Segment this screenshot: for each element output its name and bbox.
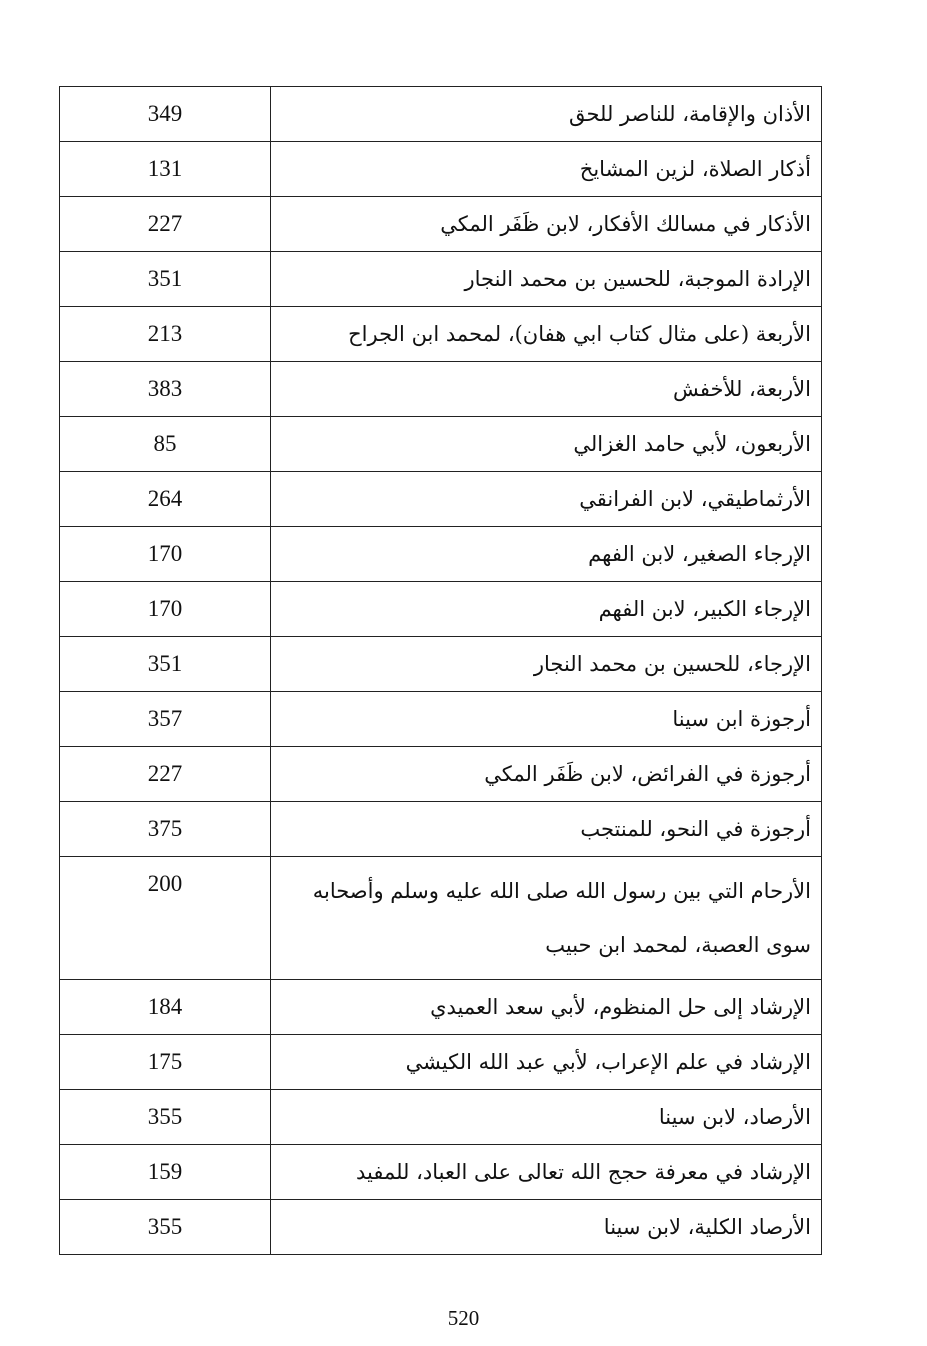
page-cell (60, 87, 271, 142)
page-ref: 85 (153, 431, 177, 456)
table-row (60, 472, 822, 527)
page-ref: 383 (147, 376, 183, 401)
title-cell: أرجوزة في الفرائض، لابن ظَفَر المكي (271, 747, 822, 802)
index-table-body (60, 87, 822, 1255)
page-cell (60, 582, 271, 637)
table-row (60, 637, 822, 692)
table-row (60, 582, 822, 637)
table-row (60, 1145, 822, 1200)
table-row (60, 857, 822, 980)
page-cell (60, 142, 271, 197)
title-cell: الأربعة (على مثال كتاب ابي هفان)، لمحمد ابن الجراح (271, 307, 822, 362)
page-ref: 200 (147, 871, 183, 896)
title-cell: الأرصاد الكلية، لابن سينا (271, 1200, 822, 1255)
page-ref: 355 (147, 1104, 183, 1129)
page-ref: 170 (147, 541, 183, 566)
page-cell (60, 307, 271, 362)
table-row (60, 362, 822, 417)
table-row (60, 527, 822, 582)
title-cell: الأربعون، لأبي حامد الغزالي (271, 417, 822, 472)
page-ref: 375 (147, 816, 183, 841)
title-cell: الإرشاد إلى حل المنظوم، لأبي سعد العميدي (271, 980, 822, 1035)
table-row (60, 1035, 822, 1090)
page-ref: 351 (147, 651, 183, 676)
page-ref: 357 (147, 706, 183, 731)
page-ref: 131 (147, 156, 183, 181)
page-cell (60, 857, 271, 980)
page-cell (60, 252, 271, 307)
table-row (60, 1200, 822, 1255)
table-row (60, 692, 822, 747)
page-cell (60, 692, 271, 747)
page-cell (60, 527, 271, 582)
table-row (60, 142, 822, 197)
page-cell (60, 637, 271, 692)
page-ref: 175 (147, 1049, 183, 1074)
title-cell: الإرشاد في معرفة حجج الله تعالى على العباد، للمفيد (271, 1145, 822, 1200)
page-number: 520 (447, 1306, 480, 1330)
title-cell: الإرجاء الصغير، لابن الفهم (271, 527, 822, 582)
title-cell: أذكار الصلاة، لزين المشايخ (271, 142, 822, 197)
page-ref: 227 (147, 761, 183, 786)
page-cell (60, 362, 271, 417)
page-cell (60, 802, 271, 857)
page-cell (60, 1200, 271, 1255)
title-cell: الأذان والإقامة، للناصر للحق (271, 87, 822, 142)
page-ref: 170 (147, 596, 183, 621)
page-ref: 184 (147, 994, 183, 1019)
title-cell: الأذكار في مسالك الأفكار، لابن ظَفَر المكي (271, 197, 822, 252)
page-cell (60, 1035, 271, 1090)
page-cell (60, 472, 271, 527)
index-table (59, 86, 822, 1255)
title-cell: الأرحام التي بين رسول الله صلى الله عليه وسلم وأصحابه سوى العصبة، لمحمد ابن حبيب (271, 857, 822, 980)
title-cell: أرجوزة ابن سينا (271, 692, 822, 747)
table-row (60, 1090, 822, 1145)
page-cell (60, 980, 271, 1035)
title-cell: الأربعة، للأخفش (271, 362, 822, 417)
page-ref: 213 (147, 321, 183, 346)
table-row (60, 252, 822, 307)
table-row (60, 747, 822, 802)
title-cell: الإرشاد في علم الإعراب، لأبي عبد الله الكيشي (271, 1035, 822, 1090)
page-cell (60, 1145, 271, 1200)
page-cell (60, 417, 271, 472)
page-cell (60, 197, 271, 252)
page-ref: 351 (147, 266, 183, 291)
table-row (60, 417, 822, 472)
page-ref: 159 (147, 1159, 183, 1184)
table-row (60, 307, 822, 362)
page-ref: 227 (147, 211, 183, 236)
page-ref: 349 (147, 101, 183, 126)
page-cell (60, 1090, 271, 1145)
table-row (60, 197, 822, 252)
title-cell: الإرجاء، للحسين بن محمد النجار (271, 637, 822, 692)
table-row (60, 87, 822, 142)
table-row (60, 980, 822, 1035)
title-cell: الأرثماطيقي، لابن الفرانقي (271, 472, 822, 527)
page-cell (60, 747, 271, 802)
title-cell: أرجوزة في النحو، للمنتجب (271, 802, 822, 857)
title-cell: الإرجاء الكبير، لابن الفهم (271, 582, 822, 637)
title-cell: الإرادة الموجبة، للحسين بن محمد النجار (271, 252, 822, 307)
page-ref: 355 (147, 1214, 183, 1239)
title-cell: الأرصاد، لابن سينا (271, 1090, 822, 1145)
page-ref: 264 (147, 486, 183, 511)
table-row (60, 802, 822, 857)
